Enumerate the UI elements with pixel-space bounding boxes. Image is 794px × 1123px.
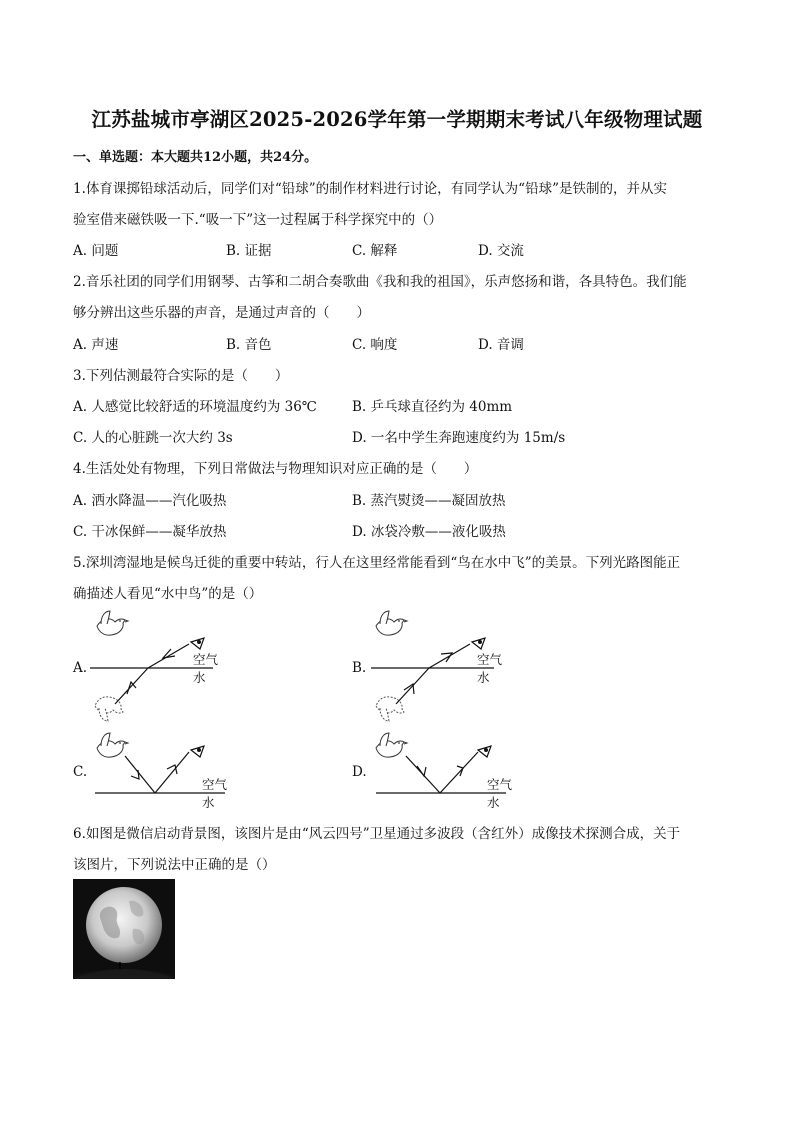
q2-option-d[interactable]: D. 音调 [478,337,524,353]
question-3-line-1: 3.下列估测最符合实际的是（ ） [73,368,289,384]
q1-option-d[interactable]: D. 交流 [478,243,524,259]
bird-icon [376,733,407,757]
q2-option-b[interactable]: B. 音色 [226,337,272,353]
diagram-a-air-label: 空气 [193,652,219,667]
q5-option-c[interactable]: C. [73,764,88,780]
question-2-line-2: 够分辨出这些乐器的声音，是通过声音的（ ） [73,305,370,321]
bird-icon [97,733,128,757]
question-1-line-1: 1.体育课掷铅球活动后，同学们对“铅球”的制作材料进行讨论，有同学认为“铅球”是铁制的，并从实 [73,181,667,197]
q1-option-b[interactable]: B. 证据 [226,243,272,259]
q3-option-b[interactable]: B. 乒乓球直径约为 40mm [352,399,513,415]
diagram-a-water-label: 水 [193,670,206,685]
q4-option-b[interactable]: B. 蒸汽熨烫——凝固放热 [352,493,506,509]
question-6-line-1: 6.如图是微信启动背景图，该图片是由“风云四号”卫星通过多波段（含红外）成像技术探测合成，关于 [73,826,681,842]
q4-option-a[interactable]: A. 洒水降温——汽化吸热 [73,493,227,509]
eye-icon [191,638,204,649]
diagram-a [85,610,245,725]
earth-startup-image [73,879,175,979]
question-5-line-2: 确描述人看见“水中鸟”的是（） [73,586,263,602]
q2-option-c[interactable]: C. 响度 [352,337,398,353]
q3-option-a[interactable]: A. 人感觉比较舒适的环境温度约为 36℃ [73,399,317,415]
question-2-line-1: 2.音乐社团的同学们用钢琴、古筝和二胡合奏歌曲《我和我的祖国》，乐声悠扬和谐，各具特色。我们能 [73,274,687,290]
page-title: 江苏盐城市亭湖区2025-2026学年第一学期期末考试八年级物理试题 [91,108,703,131]
earth-icon [73,879,175,979]
q3-option-c[interactable]: C. 人的心脏跳一次大约 3s [73,430,233,446]
q4-option-c[interactable]: C. 干冰保鲜——凝华放热 [73,524,227,540]
q5-option-a[interactable]: A. [73,660,88,676]
diagram-c-air-label: 空气 [202,777,228,792]
q5-option-b[interactable]: B. [352,660,367,676]
diagram-c-water-label: 水 [202,795,215,810]
diagram-b-water-label: 水 [477,670,490,685]
q2-option-a[interactable]: A. 声速 [73,337,119,353]
q1-option-a[interactable]: A. 问题 [73,243,119,259]
question-5-line-1: 5.深圳湾湿地是候鸟迁徙的重要中转站，行人在这里经常能看到“鸟在水中飞”的美景。下列光路图能正 [73,555,681,571]
eye-icon [191,746,204,757]
question-6-line-2: 该图片，下列说法中正确的是（） [73,857,276,873]
question-4-line-1: 4.生活处处有物理，下列日常做法与物理知识对应正确的是（ ） [73,461,478,477]
q3-option-d[interactable]: D. 一名中学生奔跑速度约为 15m/s [352,430,566,446]
diagram-d-air-label: 空气 [487,777,513,792]
q1-option-c[interactable]: C. 解释 [352,243,398,259]
q5-option-d[interactable]: D. [352,764,367,780]
diagram-b-air-label: 空气 [477,652,503,667]
q4-option-d[interactable]: D. 冰袋冷敷——液化吸热 [352,524,506,540]
eye-icon [478,746,491,757]
eye-icon [472,638,485,649]
question-1-line-2: 验室借来磁铁吸一下.“吸一下”这一过程属于科学探究中的（） [73,212,443,228]
section-heading: 一、单选题：本大题共12小题，共24分。 [73,150,318,165]
bird-icon [376,611,407,635]
diagram-d-water-label: 水 [487,795,500,810]
bird-icon [97,611,128,635]
